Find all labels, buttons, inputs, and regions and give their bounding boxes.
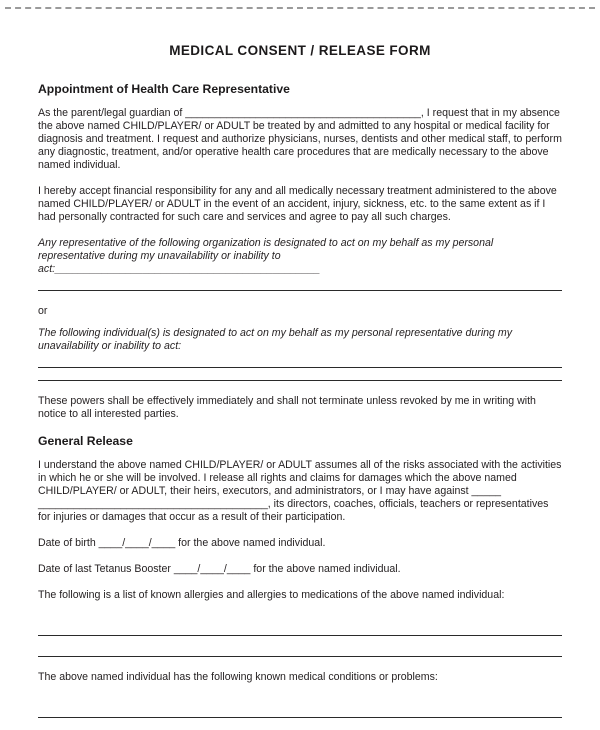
paragraph-guardian-request: As the parent/legal guardian of ________________________________________, I request that in my absence the above named CHILD/PLAYER/ or ADULT be treated by and admitted to any hospital or medical facility for diagnosis and treatment. I request and authorize physicians, nurses, dentists and other medical staff, to perform any diagnostic, treatment, and/or operative health care procedures that are medically necessary to the above named individual. [38, 107, 562, 171]
blank-lines-allergies [38, 615, 562, 657]
blank-line [38, 615, 562, 636]
blank-line [38, 697, 562, 718]
paragraph-release: I understand the above named CHILD/PLAYER/ or ADULT assumes all of the risks associated with the activities in which he or she will be involved. I release all rights and claims for damages which the above named CHILD/PLAYER/ or ADULT, their heirs, executors, and administrators, or I may have against _____ _______________________________________, its directors, coaches, officials, teachers or representatives for injuries or damages that occur as a result of their participation. [38, 459, 562, 523]
paragraph-powers: These powers shall be effectively immediately and shall not terminate unless revoked by me in writing with notice to all interested parties. [38, 395, 536, 420]
paragraph-individual-representative: The following individual(s) is designated to act on my behalf as my personal representative during my unavailability or inability to act: [38, 327, 513, 352]
blank-lines-conditions [38, 697, 562, 718]
blank-lines-individual [38, 355, 562, 381]
blank-line [38, 368, 562, 381]
paragraph-tetanus-booster: Date of last Tetanus Booster ____/____/____ for the above named individual. [38, 563, 401, 575]
paragraph-date-of-birth: Date of birth ____/____/____ for the above named individual. [38, 537, 326, 549]
section-heading-general-release: General Release [38, 434, 133, 448]
blank-line [38, 278, 562, 291]
blank-lines-organization [38, 278, 562, 291]
paragraph-medical-conditions: The above named individual has the following known medical conditions or problems: [38, 671, 438, 683]
paragraph-organization-representative: Any representative of the following organization is designated to act on my behalf as my personal representative during my unavailability or inability to act:_____________________________________________ [38, 237, 494, 275]
form-content [0, 43, 600, 718]
blank-line [38, 636, 562, 657]
paragraph-financial-responsibility: I hereby accept financial responsibility for any and all medically necessary treatment administered to the above named CHILD/PLAYER/ or ADULT in the event of an accident, injury, sickness, etc. to the same extent as if I had personally contracted for such care and services and agree to pay all such charges. [38, 185, 557, 223]
or-label: or [38, 305, 48, 317]
section-heading-appointment: Appointment of Health Care Representative [38, 82, 290, 96]
paragraph-allergies: The following is a list of known allergies and allergies to medications of the above named individual: [38, 589, 505, 601]
blank-line [38, 355, 562, 368]
page-cut-line [5, 7, 595, 9]
form-title: MEDICAL CONSENT / RELEASE FORM [169, 43, 431, 58]
